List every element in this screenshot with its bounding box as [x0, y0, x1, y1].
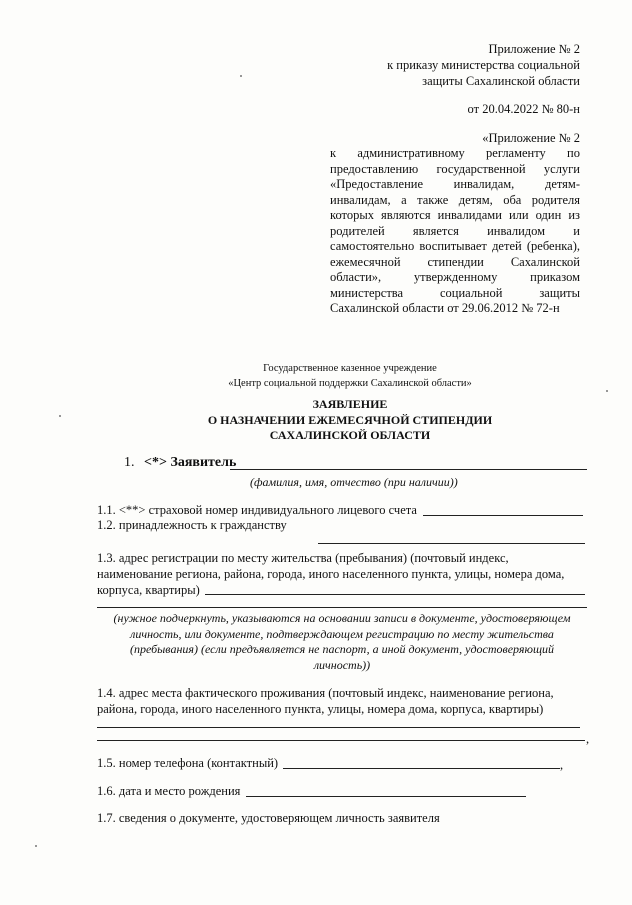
header-block [330, 41, 580, 89]
registration-address-line: наименование региона, района, города, иного населенного пункта, улицы, номера дома, [97, 567, 565, 581]
regulation-line: родителей является инвалидом и [330, 223, 580, 238]
title-line: ЗАЯВЛЕНИЕ [312, 397, 388, 411]
institution-name: «Центр социальной поддержки Сахалинской области» [228, 378, 472, 389]
phone-field[interactable] [283, 768, 560, 769]
title-line: О НАЗНАЧЕНИИ ЕЖЕМЕСЯЧНОЙ СТИПЕНДИИ [207, 412, 493, 427]
birth-label: 1.6. дата и место рождения [97, 784, 241, 798]
phone-label: 1.5. номер телефона (контактный) [97, 756, 279, 770]
scan-speck [35, 845, 37, 847]
actual-address-line: 1.4. адрес места фактического проживания (почтовый индекс, наименование региона, [97, 686, 554, 700]
institution-block [150, 361, 550, 391]
actual-address-label [97, 685, 554, 717]
birth-field[interactable] [246, 796, 526, 797]
section-applicant [124, 454, 236, 472]
actual-address-comma: , [586, 732, 590, 746]
scan-speck [59, 415, 61, 417]
note-line: (пребывания) (если предъявляется не паспорт, а иной документ, удостоверяющий [129, 642, 554, 656]
applicant-name-field[interactable] [230, 469, 587, 470]
applicant-name-hint: (фамилия, имя, отчество (при наличии)) [250, 475, 458, 489]
identity-document-label: 1.7. сведения о документе, удостоверяющем личность заявителя [97, 811, 440, 825]
regulation-line: министерства социальной защиты [330, 285, 580, 300]
regulation-line: инвалидам, а также детям, оба родителя [330, 192, 580, 207]
citizenship-field[interactable] [318, 543, 585, 544]
regulation-reference [330, 146, 580, 317]
phone-comma: , [560, 758, 564, 772]
registration-address-field-2[interactable] [97, 607, 587, 608]
regulation-line: Сахалинской области от 29.06.2012 № 72-н [330, 301, 560, 315]
regulation-line: ежемесячной стипендии Сахалинской [330, 254, 580, 269]
regulation-line: самостоятельно воспитывает детей (ребенка), [330, 239, 580, 253]
note-line: личность)) [313, 657, 371, 672]
section-number: 1. [124, 455, 135, 470]
ministry-name: защиты Сахалинской области [422, 74, 580, 88]
note-line: (нужное подчеркнуть, указываются на основании записи в документе, удостоверяющем [113, 611, 571, 625]
title-line: САХАЛИНСКОЙ ОБЛАСТИ [269, 428, 431, 442]
registration-address-label [97, 550, 564, 598]
regulation-line: которых являются инвалидами или один из [330, 208, 580, 222]
note-line: личность, или документе, подтверждающем регистрацию по месту жительства [130, 626, 554, 641]
actual-address-line: района, города, иного населенного пункта, улицы, номера дома, корпуса, квартиры) [97, 702, 544, 716]
application-title [120, 397, 580, 444]
section-label: <*> Заявитель [144, 455, 237, 470]
registration-address-field[interactable] [205, 594, 585, 595]
institution-type: Государственное казенное учреждение [263, 363, 437, 374]
actual-address-field[interactable] [97, 727, 580, 728]
regulation-line: «Предоставление инвалидам, детям- [330, 177, 580, 191]
registration-address-note [97, 611, 587, 673]
citizenship-label: 1.2. принадлежность к гражданству [97, 518, 287, 532]
registration-address-line: корпуса, квартиры) [97, 583, 200, 597]
actual-address-field-2[interactable] [97, 740, 585, 741]
order-reference: к приказу министерства социальной [387, 58, 580, 72]
regulation-line: области», утвержденному приказом [330, 270, 580, 284]
registration-address-line: 1.3. адрес регистрации по месту жительства (пребывания) (почтовый индекс, [97, 551, 509, 565]
snils-label: 1.1. <**> страховой номер индивидуального лицевого счета [97, 503, 417, 517]
quote-appendix: «Приложение № 2 [482, 131, 580, 145]
snils-field[interactable] [423, 515, 583, 516]
scan-speck [606, 390, 608, 392]
appendix-label: Приложение № 2 [488, 42, 580, 56]
regulation-line: к административному регламенту по [330, 146, 580, 160]
order-date: от 20.04.2022 № 80-н [467, 102, 580, 116]
regulation-line: предоставлению государственной услуги [330, 161, 580, 176]
scan-speck [240, 75, 242, 77]
